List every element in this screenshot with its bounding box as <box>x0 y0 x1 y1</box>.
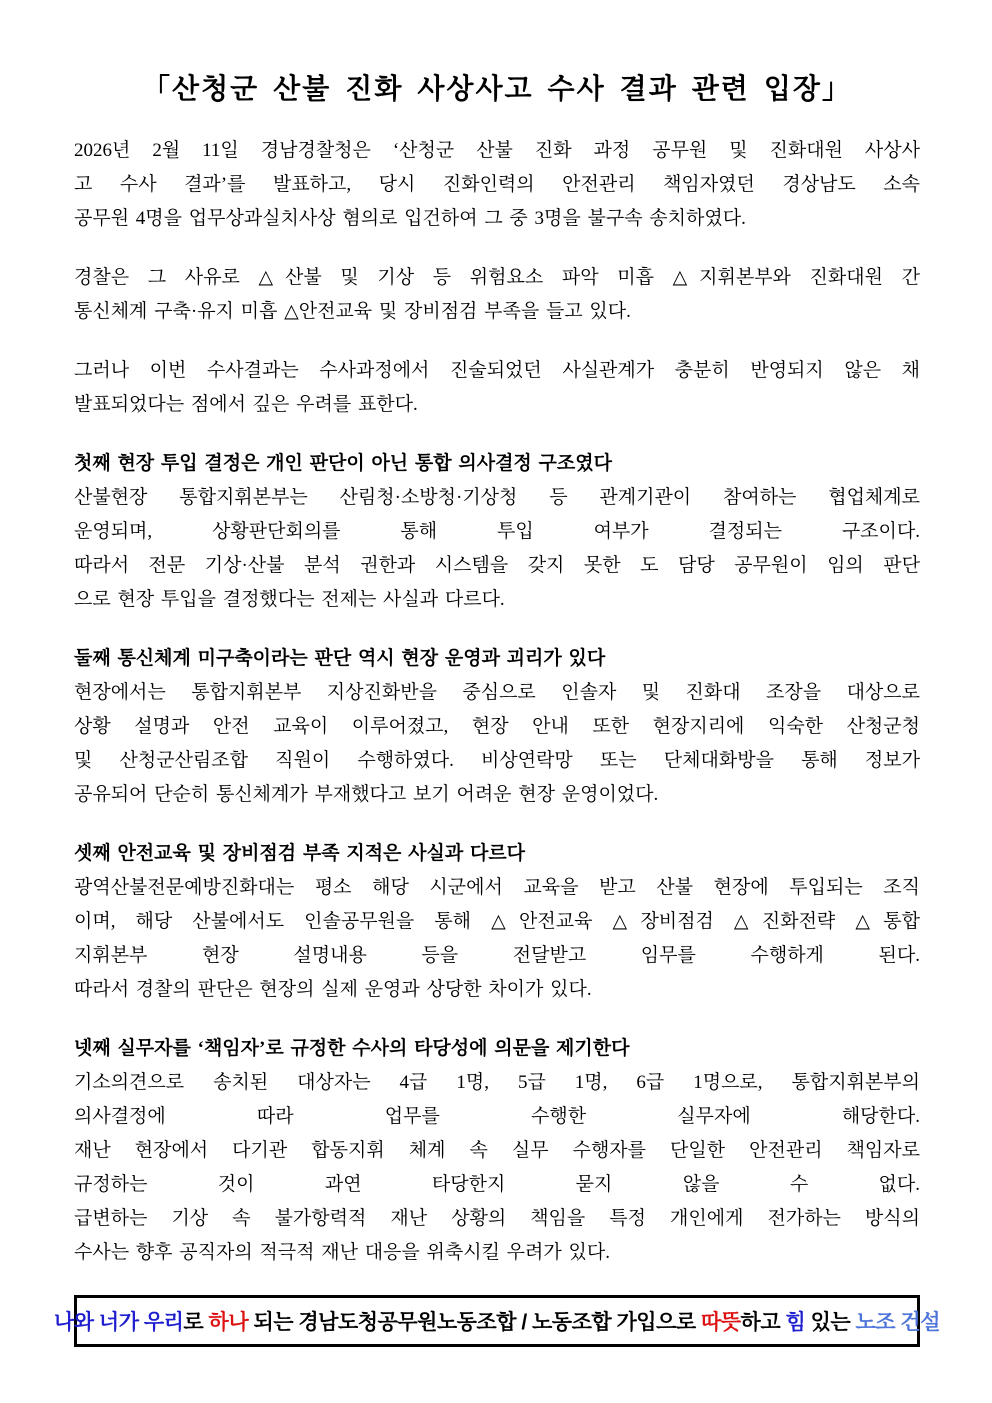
text-line: 의사결정에 따라 업무를 수행한 실무자에 해당한다. <box>74 1106 920 1127</box>
footer-banner-text <box>54 1306 940 1336</box>
banner-segment: 노조 건설 <box>855 1311 940 1334</box>
document-body <box>74 134 920 1270</box>
text-line: 운영되며, 상황판단회의를 통해 투입 여부가 결정되는 구조이다. <box>74 521 920 542</box>
paragraph <box>74 261 920 329</box>
text-line: 광역산불전문예방진화대는 평소 해당 시군에서 교육을 받고 산불 현장에 투입되는 조직 <box>74 877 920 898</box>
text-line: 및 산청군산림조합 직원이 수행하였다. 비상연락망 또는 단체대화방을 통해 정보가 <box>74 750 920 771</box>
banner-segment: 따뜻 <box>700 1311 741 1334</box>
text-line: 상황 설명과 안전 교육이 이루어졌고, 현장 안내 또한 현장지리에 익숙한 산청군청 <box>74 716 920 737</box>
banner-segment: 힘 <box>785 1311 806 1334</box>
text-line: 급변하는 기상 속 불가항력적 재난 상황의 책임을 특정 개인에게 전가하는 방식의 <box>74 1208 920 1229</box>
text-line: 재난 현장에서 다기관 합동지휘 체계 속 실무 수행자를 단일한 안전관리 책임자로 <box>74 1140 920 1161</box>
paragraph <box>74 134 920 236</box>
footer-banner <box>54 1295 940 1347</box>
banner-segment: 하고 <box>740 1311 786 1334</box>
text-line: 지휘본부 현장 설명내용 등을 전달받고 임무를 수행하게 된다. <box>74 945 920 966</box>
text-line: 따라서 경찰의 판단은 현장의 실제 운영과 상당한 차이가 있다. <box>74 979 592 1000</box>
section-heading: 둘째 통신체계 미구축이라는 판단 역시 현장 운영과 괴리가 있다 <box>74 648 606 669</box>
text-line: 으로 현장 투입을 결정했다는 전제는 사실과 다르다. <box>74 589 505 610</box>
banner-segment: 로 <box>183 1311 209 1334</box>
section <box>74 837 920 1007</box>
section-heading: 셋째 안전교육 및 장비점검 부족 지적은 사실과 다르다 <box>74 843 526 864</box>
banner-segment: 나와 너가 우리 <box>54 1311 184 1334</box>
text-line: 그러나 이번 수사결과는 수사과정에서 진술되었던 사실관계가 충분히 반영되지 않은 채 <box>74 360 920 381</box>
text-line: 발표되었다는 점에서 깊은 우려를 표한다. <box>74 394 418 415</box>
paragraph <box>74 354 920 422</box>
text-line: 이며, 해당 산불에서도 인솔공무원을 통해 △안전교육 △장비점검 △진화전략 △통합 <box>74 911 920 932</box>
banner-segment: 있는 <box>805 1311 856 1334</box>
text-line: 통신체계 구축·유지 미흡 △안전교육 및 장비점검 부족을 들고 있다. <box>74 301 631 322</box>
text-line: 기소의견으로 송치된 대상자는 4급 1명, 5급 1명, 6급 1명으로, 통합지휘본부의 <box>74 1072 920 1093</box>
text-line: 공무원 4명을 업무상과실치사상 혐의로 입건하여 그 중 3명을 불구속 송치하였다. <box>74 208 746 229</box>
text-line: 현장에서는 통합지휘본부 지상진화반을 중심으로 인솔자 및 진화대 조장을 대상으로 <box>74 682 920 703</box>
section <box>74 447 920 617</box>
text-line: 규정하는 것이 과연 타당한지 묻지 않을 수 없다. <box>74 1174 920 1195</box>
section-heading: 첫째 현장 투입 결정은 개인 판단이 아닌 통합 의사결정 구조였다 <box>74 453 612 474</box>
page-title: 「산청군 산불 진화 사상사고 수사 결과 관련 입장」 <box>142 74 852 105</box>
banner-segment: 하나 <box>208 1311 249 1334</box>
text-line: 수사는 향후 공직자의 적극적 재난 대응을 위축시킬 우려가 있다. <box>74 1242 610 1263</box>
section-heading: 넷째 실무자를 ‘책임자’로 규정한 수사의 타당성에 의문을 제기한다 <box>74 1038 630 1059</box>
text-line: 경찰은 그 사유로 △산불 및 기상 등 위험요소 파악 미흡 △지휘본부와 진화대원 간 <box>74 267 920 288</box>
text-line: 공유되어 단순히 통신체계가 부재했다고 보기 어려운 현장 운영이었다. <box>74 784 659 805</box>
text-line: 산불현장 통합지휘본부는 산림청·소방청·기상청 등 관계기관이 참여하는 협업체계로 <box>74 487 920 508</box>
banner-segment: 되는 경남도청공무원노동조합 / 노동조합 가입으로 <box>248 1311 701 1334</box>
text-line: 따라서 전문 기상·산불 분석 권한과 시스템을 갖지 못한 도 담당 공무원이 임의 판단 <box>74 555 920 576</box>
text-line: 고 수사 결과’를 발표하고, 당시 진화인력의 안전관리 책임자였던 경상남도 소속 <box>74 174 920 195</box>
section <box>74 642 920 812</box>
section <box>74 1032 920 1270</box>
text-line: 2026년 2월 11일 경남경찰청은 ‘산청군 산불 진화 과정 공무원 및 진화대원 사상사 <box>74 140 920 161</box>
